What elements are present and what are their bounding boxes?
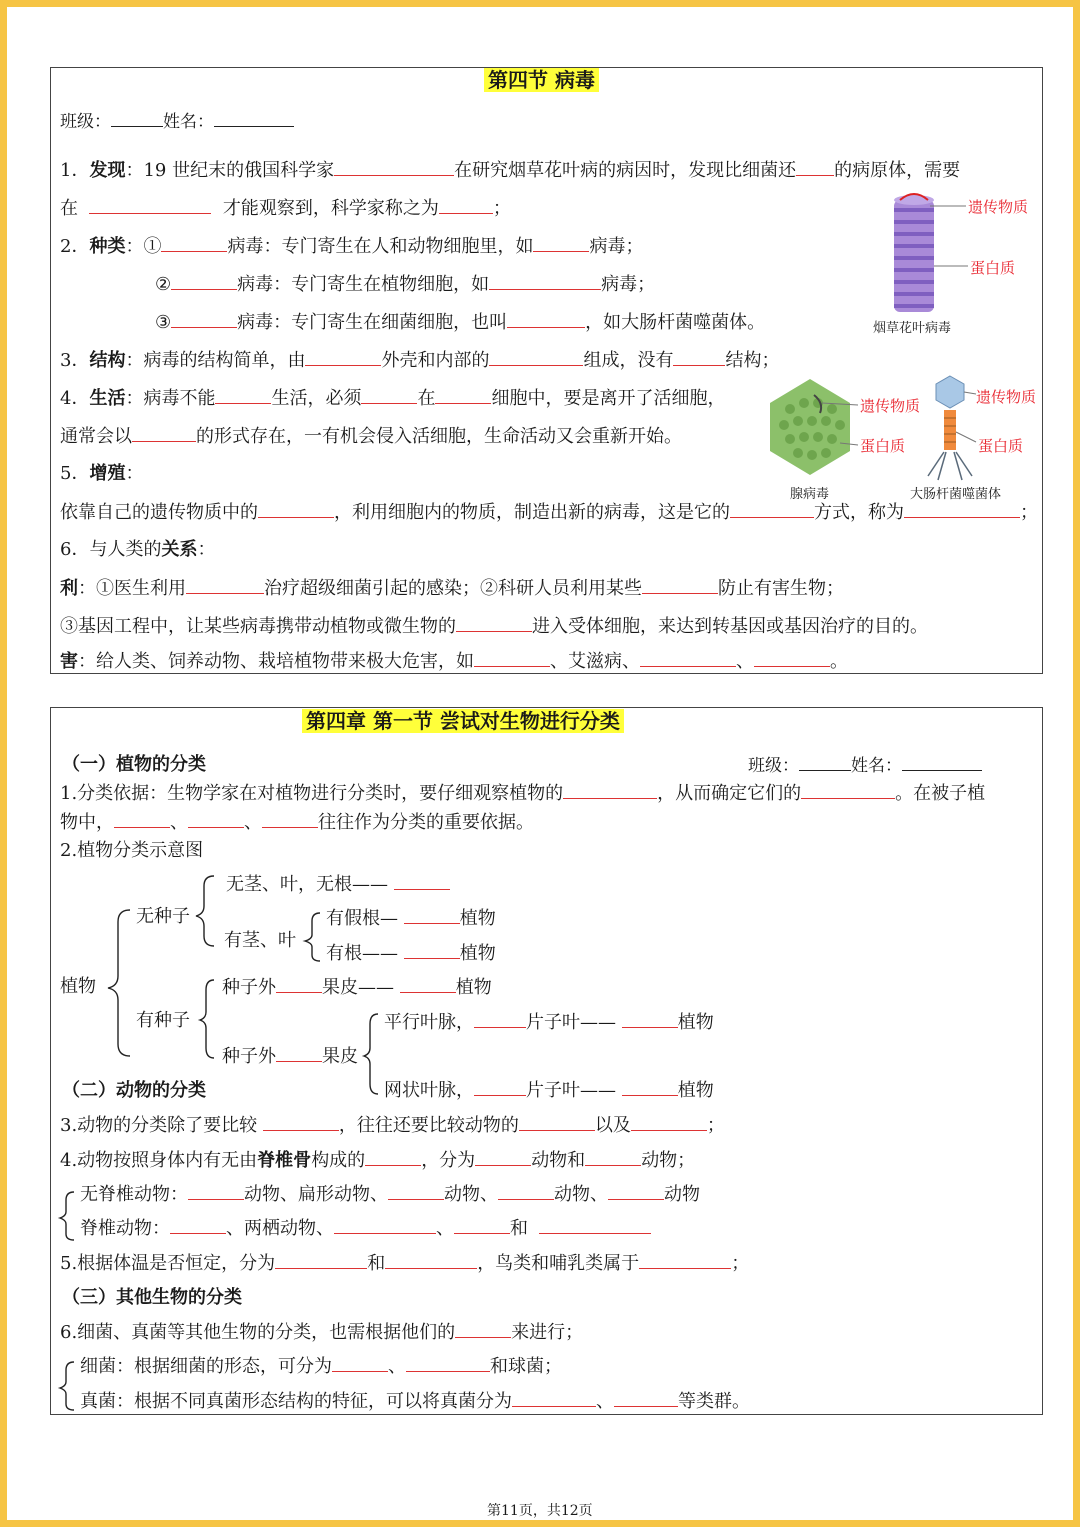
item-structure: 3．结构：病毒的结构简单，由 外壳和内部的 组成，没有 结构； (60, 350, 780, 371)
animal-compare-line: 3.动物的分类除了要比较 ，往往还要比较动物的 以及 ； (60, 1115, 725, 1136)
item-discovery-line2: 在 才能观察到，科学家称之为 ； (60, 198, 511, 219)
section-classification-title: 第四章 第一节 尝试对生物进行分类 (302, 708, 624, 734)
item-types-line1: 2．种类：① 病毒：专门寄生在人和动物细胞里，如 病毒； (60, 236, 644, 257)
class-name-line-2: 班级： 姓名： (748, 754, 982, 777)
tree-root: 植物 (60, 976, 96, 997)
phage-label-protein: 蛋白质 (978, 437, 1024, 455)
item-relation-head: 6．与人类的关系： (60, 539, 216, 560)
item-reproduction-head: 5．增殖： (60, 463, 144, 484)
item-types-line2: ② 病毒：专门寄生在植物细胞，如 病毒； (155, 274, 656, 295)
relation-benefit-line2: ③基因工程中，让某些病毒携带动植物或微生物的 进入受体细胞，来达到转基因或基因治疗的目的。 (60, 616, 928, 637)
tree-no-stem: 无茎、叶，无根—— (226, 873, 450, 896)
phage-label-genetic: 遗传物质 (976, 388, 1037, 406)
tree-real-root: 有根—— 植物 (326, 943, 496, 964)
other-basis-line: 6.细菌、真菌等其他生物的分类，也需根据他们的 来进行； (60, 1322, 584, 1343)
item-reproduction-line: 依靠自己的遗传物质中的 ，利用细胞内的物质，制造出新的病毒，这是它的 方式，称为 ； (60, 502, 1038, 523)
tree-dicot: 网状叶脉， 片子叶—— 植物 (384, 1080, 714, 1101)
plant-diagram-caption: 2.植物分类示意图 (60, 840, 204, 861)
heading-plant-classification: （一）植物的分类 (62, 754, 206, 775)
heading-other-classification: （三）其他生物的分类 (62, 1287, 242, 1308)
heading-animal-classification: （二）动物的分类 (62, 1080, 206, 1101)
item-life-line1: 4．生活：病毒不能 生活，必须 在 细胞中，要是离开了活细胞， (60, 388, 726, 409)
tree-seed-exposed: 种子外 果皮—— 植物 (222, 977, 492, 998)
tree-no-seed: 无种子 (136, 906, 190, 927)
tree-monocot: 平行叶脉， 片子叶—— 植物 (384, 1012, 714, 1033)
adeno-label-genetic: 遗传物质 (860, 397, 921, 415)
relation-benefit-line1: 利：①医生利用 治疗超级细菌引起的感染；②科研人员利用某些 防止有害生物； (60, 578, 844, 599)
bacteria-line: 细菌：根据细菌的形态，可分为 、 和球菌； (80, 1356, 562, 1377)
page-footer: 第11页，共12页 (487, 1503, 593, 1519)
adeno-label-protein: 蛋白质 (860, 437, 906, 455)
tree-with-seed: 有种子 (136, 1010, 190, 1031)
animal-spine-line: 4.动物按照身体内有无由脊椎骨构成的 ，分为 动物和 动物； (60, 1150, 696, 1171)
tree-false-root: 有假根— 植物 (326, 908, 496, 929)
phage-caption: 大肠杆菌噬菌体 (910, 487, 1002, 502)
title-highlight: 第四节 病毒 (484, 68, 599, 92)
body-temp-line: 5.根据体温是否恒定，分为 和 ，鸟类和哺乳类属于 ； (60, 1253, 750, 1274)
item-life-line2: 通常会以 的形式存在，一有机会侵入活细胞，生命活动又会重新开始。 (60, 426, 682, 447)
plant-basis-line2: 物中， 、 、 往往作为分类的重要依据。 (60, 812, 534, 833)
tree-seed-covered: 种子外 果皮 (222, 1046, 358, 1067)
plant-basis-line1: 1.分类依据：生物学家在对植物进行分类时，要仔细观察植物的 ，从而确定它们的 。在被子植 (60, 783, 986, 804)
tmv-label-protein: 蛋白质 (970, 259, 1016, 277)
adeno-caption: 腺病毒 (790, 487, 830, 502)
relation-harm-line: 害：给人类、饲养动物、栽培植物带来极大危害，如 、艾滋病、 、 。 (60, 651, 848, 672)
item-discovery-line1: 1．发现：19 世纪末的俄国科学家 在研究烟草花叶病的病因时，发现比细菌还 的病原体，需要 (60, 160, 961, 181)
tree-with-stem: 有茎、叶 (224, 930, 296, 951)
class-name-line: 班级： 姓名： (60, 110, 294, 133)
item-types-line3: ③ 病毒：专门寄生在细菌细胞，也叫 ，如大肠杆菌噬菌体。 (155, 312, 766, 333)
tmv-caption: 烟草花叶病毒 (873, 321, 952, 336)
tmv-label-genetic: 遗传物质 (968, 198, 1029, 216)
vertebrate-line: 脊椎动物： 、两栖动物、 、 和 (80, 1217, 651, 1240)
fungi-line: 真菌：根据不同真菌形态结构的特征，可以将真菌分为 、 等类群。 (80, 1391, 750, 1412)
invertebrate-line: 无脊椎动物： 动物、扁形动物、 动物、 动物、 动物 (80, 1184, 700, 1205)
